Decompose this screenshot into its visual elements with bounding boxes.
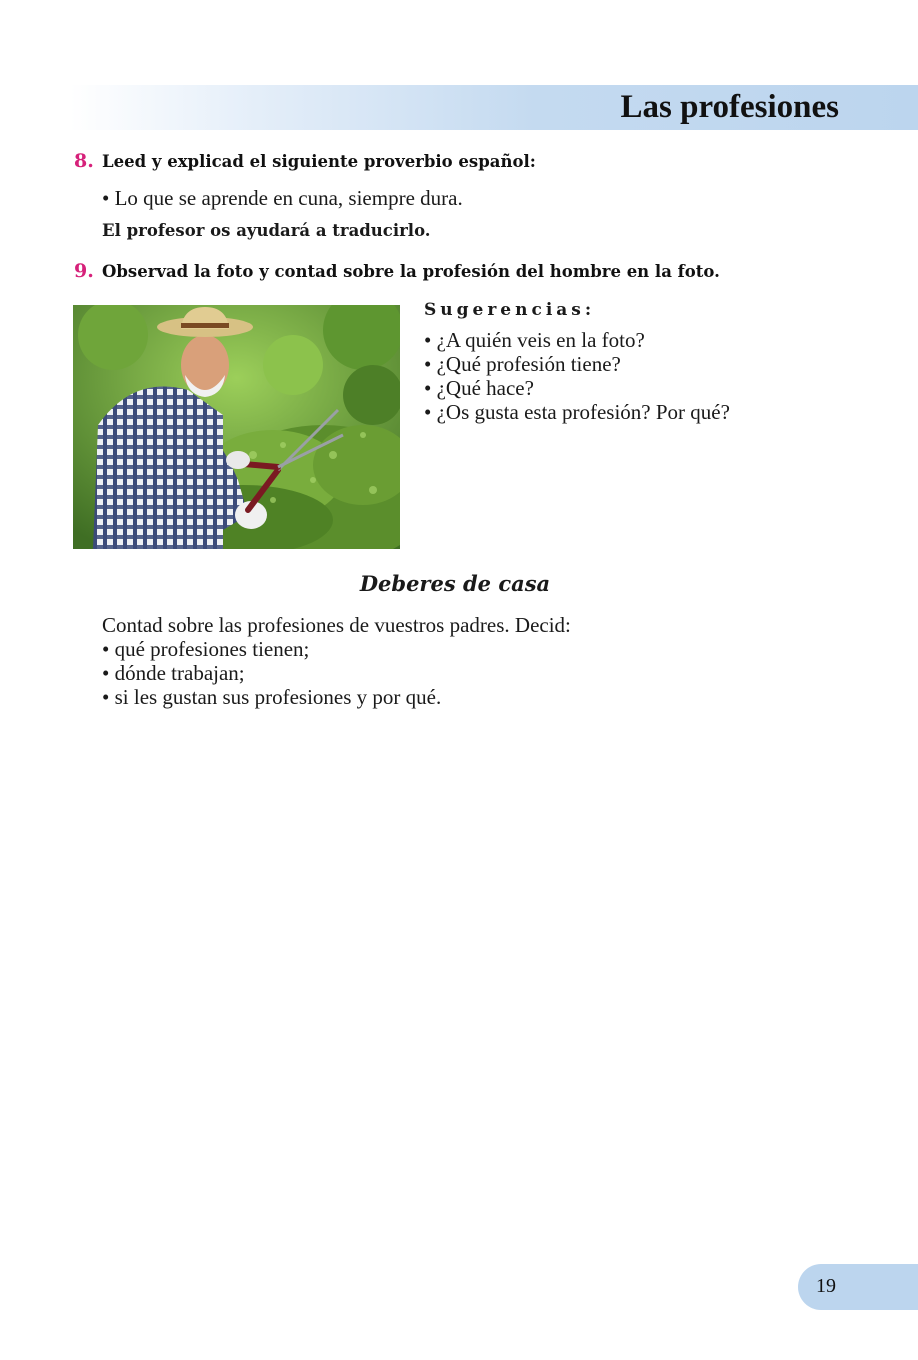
task-number: 8. [74,150,94,172]
task-instruction: Leed y explicad el siguiente proverbio español: [102,152,536,171]
homework-title: Deberes de casa [359,571,551,596]
gardener-photo [73,305,400,549]
task-instruction: Observad la foto y contad sobre la profesión del hombre en la foto. [102,262,720,281]
task-number: 9. [74,260,94,282]
list-item: • ¿Os gusta esta profesión? Por qué? [424,400,730,424]
list-item: • ¿Qué hace? [424,376,534,400]
suggestions-heading: Sugerencias: [424,300,596,320]
proverb-text: • Lo que se aprende en cuna, siempre dura. [102,186,463,210]
list-item: • dónde trabajan; [102,661,245,685]
task-9-heading [74,260,720,282]
list-item: • si les gustan sus profesiones y por qué. [102,685,442,709]
homework-list [102,637,441,709]
list-item: • ¿Qué profesión tiene? [424,352,621,376]
page-title: Las profesiones [620,89,839,125]
suggestions-list [424,328,730,424]
teacher-note: El profesor os ayudará a traducirlo. [102,221,431,240]
homework-intro: Contad sobre las profesiones de vuestros padres. Decid: [102,613,571,637]
page-number: 19 [816,1275,836,1297]
task-8-heading [74,150,536,172]
list-item: • qué profesiones tienen; [102,637,310,661]
list-item: • ¿A quién veis en la foto? [424,328,645,352]
